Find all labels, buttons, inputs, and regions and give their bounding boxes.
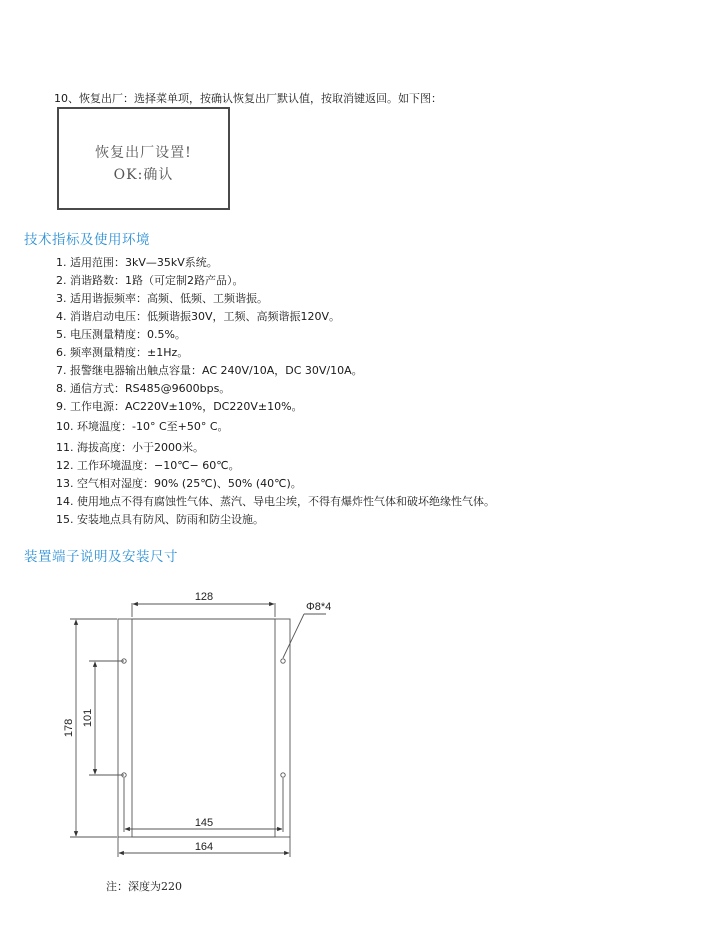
dim-label-128: 128 <box>194 591 214 603</box>
spec-item: 1. 适用范围：3kV—35kV系统。 <box>56 256 218 269</box>
depth-note: 注：深度为220 <box>106 880 182 893</box>
spec-item: 3. 适用谐振频率：高频、低频、工频谐振。 <box>56 292 268 305</box>
dim-label-178: 178 <box>63 718 75 738</box>
mounting-hole <box>281 659 285 663</box>
inner-panel-outline <box>132 619 275 837</box>
spec-item: 8. 通信方式：RS485@9600bps。 <box>56 382 231 395</box>
spec-item: 14. 使用地点不得有腐蚀性气体、蒸汽、导电尘埃，不得有爆炸性气体和破坏绝缘性气体。 <box>56 495 495 508</box>
section-title-install: 装置端子说明及安装尺寸 <box>24 549 178 565</box>
dim-label-hole: Φ8*4 <box>306 601 332 613</box>
dim-label-101: 101 <box>82 708 94 728</box>
dim-label-145: 145 <box>194 817 214 829</box>
mounting-hole <box>281 773 285 777</box>
lcd-line-2: OK:确认 <box>113 167 174 183</box>
spec-item: 15. 安装地点具有防风、防雨和防尘设施。 <box>56 513 264 526</box>
spec-item: 2. 消谐路数：1路（可定制2路产品）。 <box>56 274 244 287</box>
section-title-specs: 技术指标及使用环境 <box>24 232 150 248</box>
spec-item: 7. 报警继电器输出触点容量：AC 240V/10A，DC 30V/10A。 <box>56 364 363 377</box>
lcd-line-1: 恢复出厂设置! <box>95 145 192 161</box>
spec-item: 10. 环境温度：-10° C至+50° C。 <box>56 420 229 433</box>
dim-label-164: 164 <box>194 841 214 853</box>
intro-text: 10、恢复出厂：选择菜单项，按确认恢复出厂默认值，按取消键返回。如下图： <box>54 92 442 105</box>
spec-item: 6. 频率测量精度：±1Hz。 <box>56 346 189 359</box>
outer-plate-outline <box>118 619 290 837</box>
spec-item: 9. 工作电源：AC220V±10%，DC220V±10%。 <box>56 400 303 413</box>
spec-item: 12. 工作环境温度：−10℃− 60℃。 <box>56 459 240 472</box>
spec-item: 13. 空气相对湿度：90% (25℃)、50% (40℃)。 <box>56 477 302 490</box>
spec-item: 4. 消谐启动电压：低频谐振30V，工频、高频谐振120V。 <box>56 310 341 323</box>
spec-item: 11. 海拔高度：小于2000米。 <box>56 441 204 454</box>
spec-item: 5. 电压测量精度：0.5%。 <box>56 328 186 341</box>
